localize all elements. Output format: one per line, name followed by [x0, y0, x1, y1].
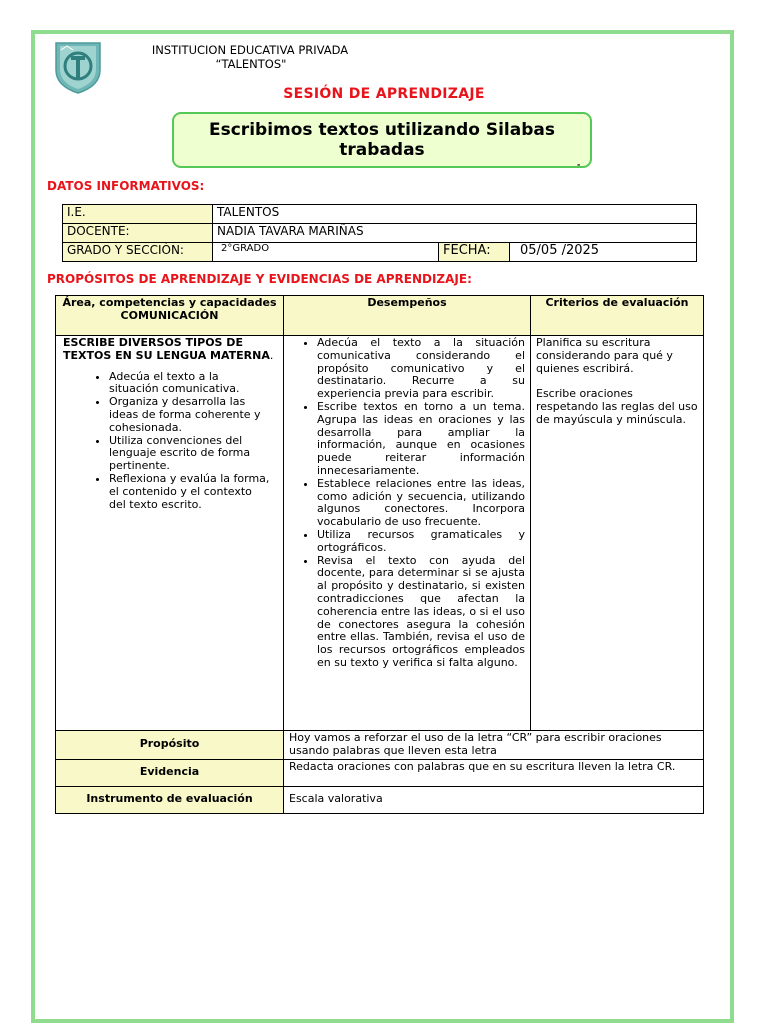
desempenos-list — [289, 337, 525, 670]
header-area-sub: COMUNICACIÓN — [120, 308, 219, 322]
evidencia-value: Redacta oraciones con palabras que en su escritura lleven la letra CR. — [284, 759, 704, 786]
proposito-value: Hoy vamos a reforzar el uso de la letra “CR” para escribir oraciones usando palabras que lleven esta letra — [284, 731, 704, 760]
instrumento-row — [56, 786, 704, 813]
grado-value: 2°GRADO — [213, 243, 439, 262]
list-item: • Adecúa el texto a la situación comunicativa considerando el propósito comunicativo y el destinatario. Recurre a su experiencia previa para escribir. — [317, 337, 525, 401]
institution-line1: INSTITUCION EDUCATIVA PRIVADA — [151, 43, 349, 57]
criterio-item: Escribe oraciones respetando las reglas del uso de mayúscula y minúscula. — [536, 387, 698, 426]
capacidades-list — [61, 371, 278, 512]
info-row-grado — [63, 243, 697, 262]
info-row-docente — [63, 224, 697, 243]
criterio-item: Planifica su escritura considerando para qué y quienes escribirá. — [536, 336, 673, 375]
info-row-ie — [63, 205, 697, 224]
info-table — [62, 204, 697, 262]
datos-informativos-heading: DATOS INFORMATIVOS: — [47, 179, 205, 193]
learning-table — [55, 295, 704, 814]
list-item: • Establece relaciones entre las ideas, como adición y secuencia, utilizando algunos conectores. Incorpora vocabulario de uso frecuente. — [317, 478, 525, 529]
header-desempenos: Desempeños — [284, 296, 531, 336]
fecha-value: 05/05 /2025 — [510, 243, 697, 262]
docente-value: NADIA TAVARA MARIÑAS — [213, 224, 697, 243]
content-row — [56, 336, 704, 731]
lesson-title: Escribimos textos utilizando Silabas trabadas — [209, 120, 555, 160]
grado-label: GRADO Y SECCIÓN: — [63, 243, 213, 262]
lesson-title-box — [172, 112, 592, 168]
competencia-end: . — [269, 348, 274, 362]
lesson-title-mark: - — [577, 160, 581, 169]
list-item: • Escribe textos en torno a un tema. Agrupa las ideas en oraciones y las desarrolla para ampliar la información, aunque en ocasiones puede reiterar información innecesariamente. — [317, 401, 525, 478]
propositos-heading: PROPÓSITOS DE APRENDIZAJE Y EVIDENCIAS DE APRENDIZAJE: — [47, 272, 472, 286]
competencia — [61, 337, 278, 363]
header-criterios: Criterios de evaluación — [531, 296, 704, 336]
area-cell — [56, 336, 284, 731]
header-area-label: Área, competencias y capacidades — [62, 296, 277, 309]
proposito-label: Propósito — [56, 731, 284, 760]
ie-value: TALENTOS — [213, 205, 697, 224]
list-item: • Organiza y desarrolla las ideas de forma coherente y cohesionada. — [109, 396, 270, 434]
evidencia-row — [56, 759, 704, 786]
proposito-row — [56, 731, 704, 760]
evidencia-label: Evidencia — [56, 759, 284, 786]
competencia-name: ESCRIBE DIVERSOS TIPOS DE TEXTOS EN SU LENGUA MATERNA — [63, 336, 270, 362]
ie-label: I.E. — [63, 205, 213, 224]
list-item: • Reflexiona y evalúa la forma, el contenido y el contexto del texto escrito. — [109, 473, 270, 511]
fecha-label: FECHA: — [439, 243, 510, 262]
institution-line2: “TALENTOS" — [215, 57, 287, 71]
list-item: • Utiliza convenciones del lenguaje escrito de forma pertinente. — [109, 435, 270, 473]
instrumento-label: Instrumento de evaluación — [56, 786, 284, 813]
criterios-cell — [531, 336, 704, 731]
header-row — [56, 296, 704, 336]
header-area — [56, 296, 284, 336]
session-title: SESIÓN DE APRENDIZAJE — [283, 86, 485, 102]
desempenos-cell — [284, 336, 531, 731]
instrumento-value: Escala valorativa — [284, 786, 704, 813]
list-item: • Revisa el texto con ayuda del docente, para determinar si se ajusta al propósito y destinatario, si existen contradicciones que afectan la coherencia entre las ideas, o si el uso de conectores asegura la cohesión entre ellas. También, revisa el uso de los recursos ortográficos empleados en su texto y verifica si falta alguno. — [317, 555, 525, 670]
list-item: • Adecúa el texto a la situación comunicativa. — [109, 371, 270, 397]
docente-label: DOCENTE: — [63, 224, 213, 243]
list-item: • Utiliza recursos gramaticales y ortográficos. — [317, 529, 525, 555]
institution-name — [100, 43, 400, 71]
